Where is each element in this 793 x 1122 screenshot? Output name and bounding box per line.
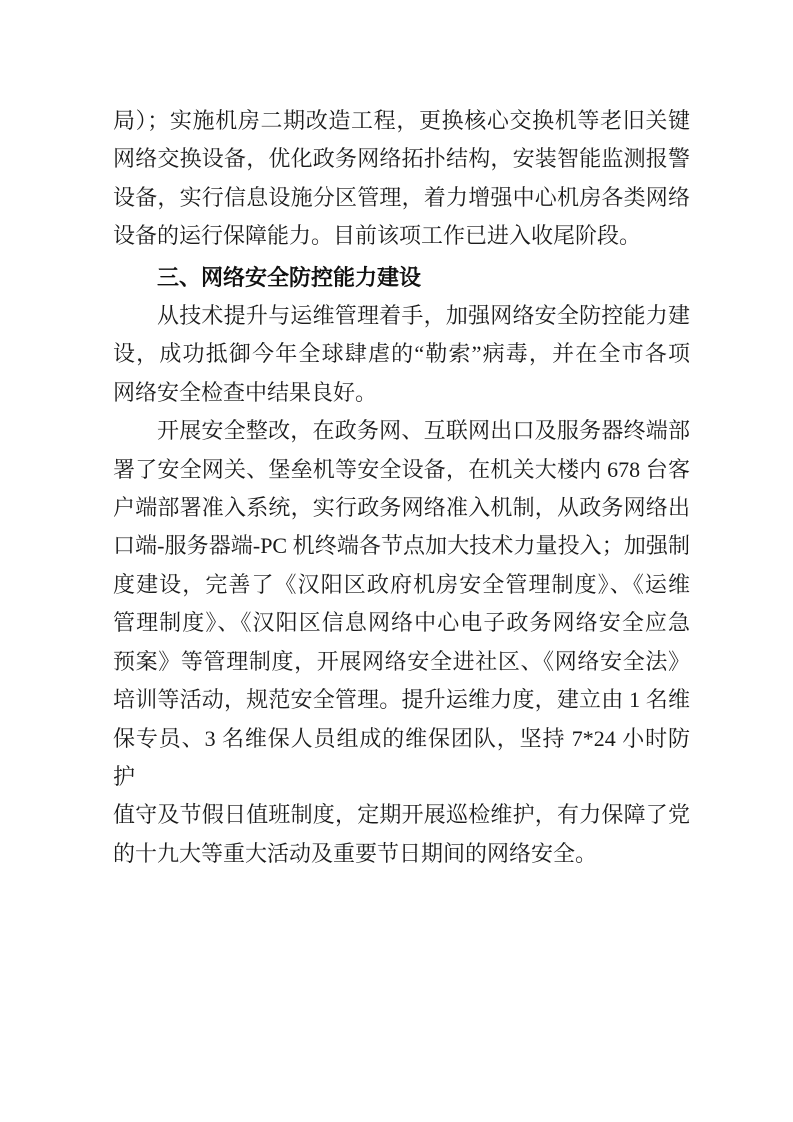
body-line: 预案》等管理制度，开展网络安全进社区、《网络安全法》 (113, 648, 690, 674)
body-line: 局）；实施机房二期改造工程，更换核心交换机等老旧关键 (113, 108, 690, 133)
body-line: 设，成功抵御今年全球肆虐的“勒索”病毒，并在全市各项 (113, 341, 690, 367)
body-line: 口端-服务器端-PC 机终端各节点加大技术力量投入；加强制 (113, 533, 690, 559)
body-line: 网络交换设备，优化政务网络拓扑结构，安装智能监测报警 (113, 146, 690, 172)
body-line: 从技术提升与运维管理着手，加强网络安全防控能力建 (157, 303, 690, 329)
body-line: 网络安全检查中结果良好。 (113, 379, 378, 405)
body-line: 管理制度》、《汉阳区信息网络中心电子政务网络安全应急 (113, 610, 690, 636)
body-line: 设备的运行保障能力。目前该项工作已进入收尾阶段。 (113, 223, 642, 249)
body-line: 保专员、3 名维保人员组成的维保团队，坚持 7*24 小时防护 (113, 725, 690, 789)
body-line: 值守及节假日值班制度，定期开展巡检维护，有力保障了党 (113, 802, 690, 828)
body-line: 度建设，完善了《汉阳区政府机房安全管理制度》、《运维 (113, 571, 690, 597)
body-line: 培训等活动，规范安全管理。提升运维力度，建立由 1 名维 (113, 687, 690, 713)
body-line: 设备，实行信息设施分区管理，着力增强中心机房各类网络 (113, 184, 690, 210)
document-body (113, 102, 690, 873)
body-line: 户端部署准入系统，实行政务网络准入机制，从政务网络出 (113, 495, 690, 521)
body-line: 的十九大等重大活动及重要节日期间的网络安全。 (113, 840, 598, 866)
body-line: 署了安全网关、堡垒机等安全设备，在机关大楼内 678 台客 (113, 456, 690, 482)
section-heading: 三、网络安全防控能力建设 (157, 264, 422, 290)
body-line: 开展安全整改，在政务网、互联网出口及服务器终端部 (157, 418, 690, 444)
